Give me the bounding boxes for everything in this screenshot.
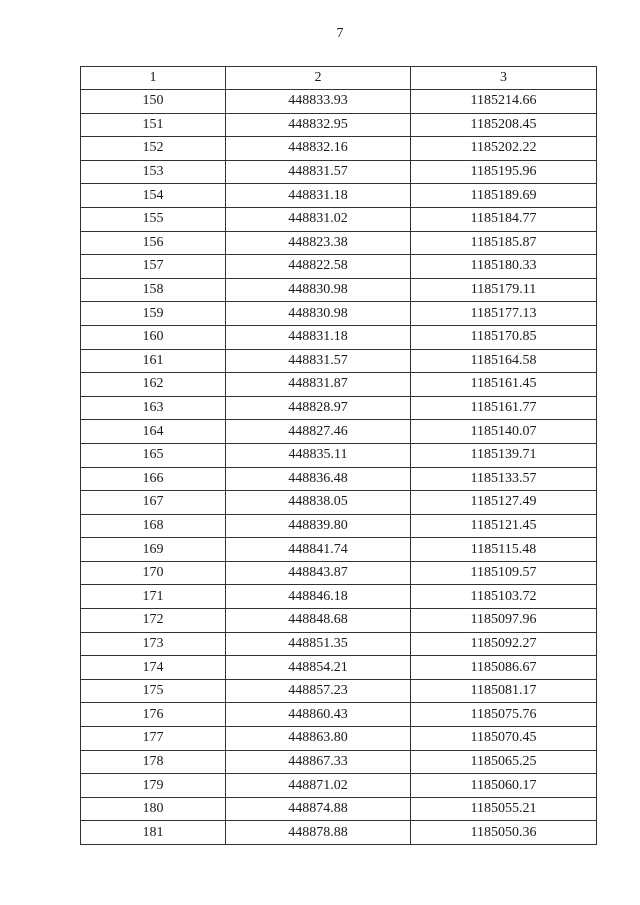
table-row xyxy=(81,538,597,562)
x-coordinate-cell: 448822.58 xyxy=(226,255,411,279)
point-number-cell: 155 xyxy=(81,207,226,231)
table-row xyxy=(81,821,597,845)
y-coordinate-cell: 1185115.48 xyxy=(411,538,597,562)
table-row xyxy=(81,679,597,703)
table-row xyxy=(81,113,597,137)
y-coordinate-cell: 1185133.57 xyxy=(411,467,597,491)
x-coordinate-cell: 448857.23 xyxy=(226,679,411,703)
x-coordinate-cell: 448835.11 xyxy=(226,443,411,467)
point-number-cell: 174 xyxy=(81,656,226,680)
y-coordinate-cell: 1185092.27 xyxy=(411,632,597,656)
point-number-cell: 160 xyxy=(81,325,226,349)
table-row xyxy=(81,90,597,114)
column-header-x: 2 xyxy=(226,67,411,90)
x-coordinate-cell: 448851.35 xyxy=(226,632,411,656)
point-number-cell: 175 xyxy=(81,679,226,703)
table-row xyxy=(81,231,597,255)
y-coordinate-cell: 1185127.49 xyxy=(411,491,597,515)
table-row xyxy=(81,656,597,680)
table-header-row xyxy=(81,67,597,90)
table-row xyxy=(81,373,597,397)
point-number-cell: 179 xyxy=(81,774,226,798)
y-coordinate-cell: 1185180.33 xyxy=(411,255,597,279)
x-coordinate-cell: 448830.98 xyxy=(226,278,411,302)
table-row xyxy=(81,797,597,821)
point-number-cell: 172 xyxy=(81,609,226,633)
table-row xyxy=(81,278,597,302)
point-number-cell: 154 xyxy=(81,184,226,208)
point-number-cell: 168 xyxy=(81,514,226,538)
x-coordinate-cell: 448831.57 xyxy=(226,349,411,373)
x-coordinate-cell: 448874.88 xyxy=(226,797,411,821)
y-coordinate-cell: 1185065.25 xyxy=(411,750,597,774)
table-row xyxy=(81,443,597,467)
point-number-cell: 176 xyxy=(81,703,226,727)
table-row xyxy=(81,491,597,515)
y-coordinate-cell: 1185097.96 xyxy=(411,609,597,633)
y-coordinate-cell: 1185177.13 xyxy=(411,302,597,326)
y-coordinate-cell: 1185179.11 xyxy=(411,278,597,302)
page-number: 7 xyxy=(336,26,344,41)
x-coordinate-cell: 448831.87 xyxy=(226,373,411,397)
point-number-cell: 156 xyxy=(81,231,226,255)
table-row xyxy=(81,750,597,774)
point-number-cell: 177 xyxy=(81,727,226,751)
x-coordinate-cell: 448846.18 xyxy=(226,585,411,609)
point-number-cell: 173 xyxy=(81,632,226,656)
table-row xyxy=(81,207,597,231)
x-coordinate-cell: 448841.74 xyxy=(226,538,411,562)
y-coordinate-cell: 1185086.67 xyxy=(411,656,597,680)
y-coordinate-cell: 1185070.45 xyxy=(411,727,597,751)
table-row xyxy=(81,302,597,326)
point-number-cell: 181 xyxy=(81,821,226,845)
x-coordinate-cell: 448828.97 xyxy=(226,396,411,420)
table-row xyxy=(81,609,597,633)
table-row xyxy=(81,184,597,208)
table-row xyxy=(81,137,597,161)
point-number-cell: 180 xyxy=(81,797,226,821)
point-number-cell: 163 xyxy=(81,396,226,420)
table-row xyxy=(81,774,597,798)
point-number-cell: 165 xyxy=(81,443,226,467)
column-header-number: 1 xyxy=(81,67,226,90)
x-coordinate-cell: 448839.80 xyxy=(226,514,411,538)
point-number-cell: 167 xyxy=(81,491,226,515)
table-row xyxy=(81,396,597,420)
point-number-cell: 164 xyxy=(81,420,226,444)
table-row xyxy=(81,632,597,656)
table-body xyxy=(81,90,597,845)
y-coordinate-cell: 1185055.21 xyxy=(411,797,597,821)
y-coordinate-cell: 1185214.66 xyxy=(411,90,597,114)
table-row xyxy=(81,349,597,373)
x-coordinate-cell: 448863.80 xyxy=(226,727,411,751)
x-coordinate-cell: 448843.87 xyxy=(226,561,411,585)
x-coordinate-cell: 448831.02 xyxy=(226,207,411,231)
y-coordinate-cell: 1185202.22 xyxy=(411,137,597,161)
x-coordinate-cell: 448831.18 xyxy=(226,325,411,349)
point-number-cell: 158 xyxy=(81,278,226,302)
y-coordinate-cell: 1185060.17 xyxy=(411,774,597,798)
x-coordinate-cell: 448878.88 xyxy=(226,821,411,845)
y-coordinate-cell: 1185161.77 xyxy=(411,396,597,420)
coordinates-table xyxy=(80,66,597,845)
x-coordinate-cell: 448832.16 xyxy=(226,137,411,161)
table-row xyxy=(81,255,597,279)
x-coordinate-cell: 448833.93 xyxy=(226,90,411,114)
table-row xyxy=(81,703,597,727)
y-coordinate-cell: 1185184.77 xyxy=(411,207,597,231)
table-row xyxy=(81,514,597,538)
y-coordinate-cell: 1185140.07 xyxy=(411,420,597,444)
point-number-cell: 157 xyxy=(81,255,226,279)
x-coordinate-cell: 448860.43 xyxy=(226,703,411,727)
point-number-cell: 171 xyxy=(81,585,226,609)
x-coordinate-cell: 448836.48 xyxy=(226,467,411,491)
y-coordinate-cell: 1185195.96 xyxy=(411,160,597,184)
x-coordinate-cell: 448854.21 xyxy=(226,656,411,680)
x-coordinate-cell: 448838.05 xyxy=(226,491,411,515)
x-coordinate-cell: 448832.95 xyxy=(226,113,411,137)
y-coordinate-cell: 1185075.76 xyxy=(411,703,597,727)
y-coordinate-cell: 1185109.57 xyxy=(411,561,597,585)
point-number-cell: 151 xyxy=(81,113,226,137)
point-number-cell: 161 xyxy=(81,349,226,373)
table-row xyxy=(81,160,597,184)
y-coordinate-cell: 1185164.58 xyxy=(411,349,597,373)
table-row xyxy=(81,561,597,585)
x-coordinate-cell: 448867.33 xyxy=(226,750,411,774)
y-coordinate-cell: 1185189.69 xyxy=(411,184,597,208)
table-row xyxy=(81,467,597,491)
point-number-cell: 152 xyxy=(81,137,226,161)
point-number-cell: 170 xyxy=(81,561,226,585)
y-coordinate-cell: 1185170.85 xyxy=(411,325,597,349)
point-number-cell: 153 xyxy=(81,160,226,184)
x-coordinate-cell: 448848.68 xyxy=(226,609,411,633)
table-row xyxy=(81,420,597,444)
point-number-cell: 150 xyxy=(81,90,226,114)
table-row xyxy=(81,727,597,751)
point-number-cell: 162 xyxy=(81,373,226,397)
y-coordinate-cell: 1185208.45 xyxy=(411,113,597,137)
table-row xyxy=(81,325,597,349)
y-coordinate-cell: 1185050.36 xyxy=(411,821,597,845)
x-coordinate-cell: 448831.18 xyxy=(226,184,411,208)
y-coordinate-cell: 1185161.45 xyxy=(411,373,597,397)
x-coordinate-cell: 448830.98 xyxy=(226,302,411,326)
y-coordinate-cell: 1185103.72 xyxy=(411,585,597,609)
x-coordinate-cell: 448871.02 xyxy=(226,774,411,798)
x-coordinate-cell: 448827.46 xyxy=(226,420,411,444)
point-number-cell: 178 xyxy=(81,750,226,774)
y-coordinate-cell: 1185081.17 xyxy=(411,679,597,703)
y-coordinate-cell: 1185121.45 xyxy=(411,514,597,538)
x-coordinate-cell: 448823.38 xyxy=(226,231,411,255)
point-number-cell: 159 xyxy=(81,302,226,326)
table-row xyxy=(81,585,597,609)
y-coordinate-cell: 1185139.71 xyxy=(411,443,597,467)
column-header-y: 3 xyxy=(411,67,597,90)
point-number-cell: 169 xyxy=(81,538,226,562)
y-coordinate-cell: 1185185.87 xyxy=(411,231,597,255)
x-coordinate-cell: 448831.57 xyxy=(226,160,411,184)
point-number-cell: 166 xyxy=(81,467,226,491)
